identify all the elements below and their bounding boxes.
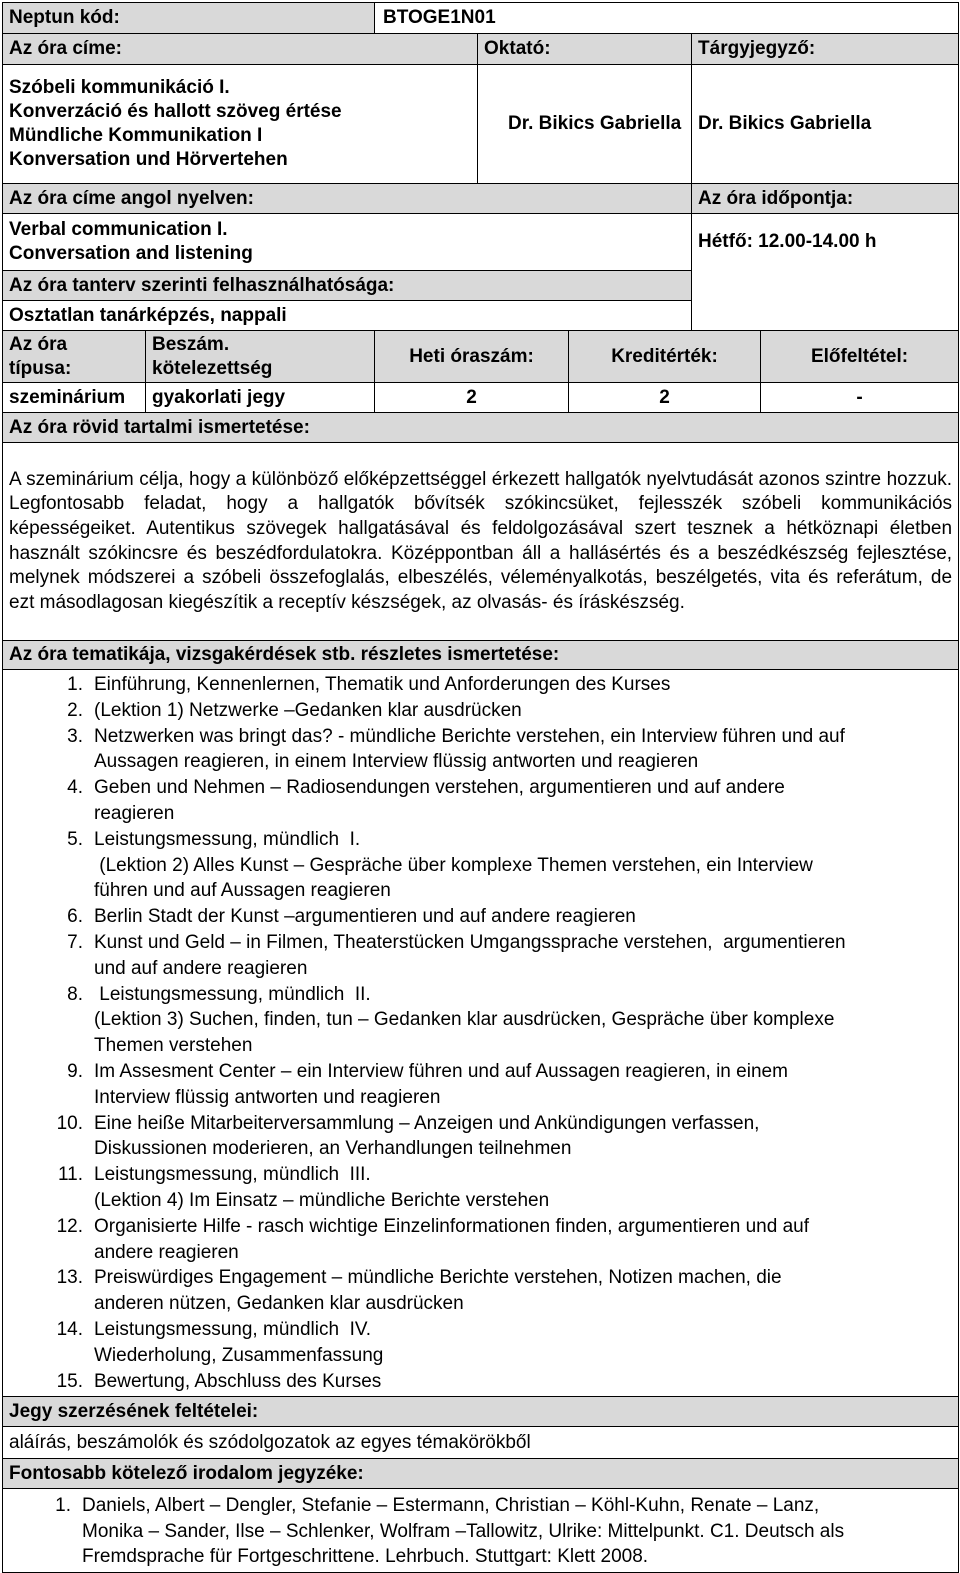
topic-item-text: Aussagen reagieren, in einem Interview flüssig antworten und reagieren (94, 751, 699, 773)
topic-item-text: anderen nützen, Gedanken klar ausdrücken (94, 1293, 464, 1315)
topic-item-text: Berlin Stadt der Kunst –argumentieren und auf andere reagieren (94, 906, 636, 928)
grading-label: Jegy szerzésének feltételei: (3, 1397, 959, 1427)
topic-item-text: Leistungsmessung, mündlich III. (94, 1164, 371, 1186)
topic-item-text: Eine heiße Mitarbeiterversammlung – Anzeigen und Ankündigungen verfassen, (94, 1112, 760, 1134)
syllabus-table (2, 2, 959, 1573)
topic-item-number: 5. (67, 828, 83, 850)
topic-item-number: 7. (67, 931, 83, 953)
english-title-cell (3, 214, 692, 271)
topic-item-text: Im Assesment Center – ein Interview führen und auf Aussagen reagieren, in einem (94, 1060, 788, 1082)
topic-item (9, 1162, 952, 1214)
topic-item-text: führen und auf Aussagen reagieren (94, 880, 391, 902)
topic-item-text: andere reagieren (94, 1241, 239, 1263)
topics-list (9, 672, 952, 1394)
topic-item-text: Preiswürdiges Engagement – mündliche Berichte verstehen, Notizen machen, die (94, 1267, 782, 1289)
topics-cell (3, 670, 959, 1397)
course-type-label-line: típusa: (9, 357, 72, 379)
topic-item-text: Themen verstehen (94, 1035, 253, 1057)
weekly-hours-label: Heti óraszám: (375, 331, 569, 383)
topic-item-text: Netzwerken was bringt das? - mündliche Berichte verstehen, ein Interview führen und auf (94, 725, 845, 747)
credit-value: 2 (569, 383, 761, 413)
time-label: Az óra időpontja: (692, 184, 959, 214)
literature-item-text: Monika – Sander, Ilse – Schlenker, Wolfram –Tallowitz, Ulrike: Mittelpunkt. C1. Deutsch als (82, 1520, 845, 1542)
topic-item (9, 1214, 952, 1266)
english-title-line: Conversation and listening (9, 243, 253, 264)
topic-item-text: Wiederholung, Zusammenfassung (94, 1344, 384, 1366)
literature-cell (3, 1489, 959, 1573)
topic-item-text: Geben und Nehmen – Radiosendungen verstehen, argumentieren und auf andere (94, 777, 785, 799)
assessment-label-line: kötelezettség (152, 357, 273, 379)
topic-item (9, 1059, 952, 1111)
topic-item-number: 11. (57, 1164, 83, 1186)
topic-item (9, 1317, 952, 1369)
usability-value: Osztatlan tanárképzés, nappali (3, 301, 692, 331)
topic-item (9, 1369, 952, 1395)
topic-item-text: Bewertung, Abschluss des Kurses (94, 1370, 382, 1392)
literature-item-text: Fremdsprache für Fortgeschrittene. Lehrbuch. Stuttgart: Klett 2008. (82, 1546, 649, 1568)
course-title-line: Konverzáció és hallott szöveg értése (9, 101, 342, 122)
course-title-line: Konversation und Hörvertehen (9, 149, 288, 170)
topic-item-number: 13. (56, 1267, 83, 1289)
topic-item-number: 3. (67, 725, 83, 747)
english-title-line: Verbal communication I. (9, 219, 228, 240)
instructor-label: Oktató: (478, 34, 692, 65)
course-title-line: Mündliche Kommunikation I (9, 125, 263, 146)
assessment-value: gyakorlati jegy (146, 383, 375, 413)
topic-item-text: Organisierte Hilfe - rasch wichtige Einzelinformationen finden, argumentieren und auf (94, 1215, 809, 1237)
topic-item-text: Kunst und Geld – in Filmen, Theaterstücken Umgangssprache verstehen, argumentieren (94, 931, 846, 953)
assessment-label-line: Beszám. (152, 333, 230, 355)
usability-label: Az óra tanterv szerinti felhasználhatósága: (3, 271, 692, 301)
course-title-cell (3, 65, 478, 184)
topic-item-text: Diskussionen moderieren, an Verhandlungen teilnehmen (94, 1138, 572, 1160)
course-type-label-line: Az óra (9, 333, 68, 355)
instructor-name: Dr. Bikics Gabriella (478, 65, 692, 184)
topic-item-number: 12. (56, 1215, 83, 1237)
topic-item (9, 930, 952, 982)
responsible-name: Dr. Bikics Gabriella (692, 65, 959, 184)
course-type-value: szeminárium (3, 383, 146, 413)
topic-item (9, 1111, 952, 1163)
literature-label: Fontosabb kötelező irodalom jegyzéke: (3, 1459, 959, 1489)
topic-item (9, 982, 952, 1059)
literature-list (9, 1493, 952, 1570)
topic-item-text: Leistungsmessung, mündlich IV. (94, 1318, 372, 1340)
topic-item-text: und auf andere reagieren (94, 957, 308, 979)
topic-item (9, 698, 952, 724)
topic-item-text: Leistungsmessung, mündlich I. (94, 828, 361, 850)
topic-item (9, 904, 952, 930)
course-title-label: Az óra címe: (3, 34, 478, 65)
credit-label: Kreditérték: (569, 331, 761, 383)
topic-item-number: 4. (67, 777, 83, 799)
topic-item-number: 1. (67, 674, 83, 695)
summary-label: Az óra rövid tartalmi ismertetése: (3, 413, 959, 443)
course-type-label (3, 331, 146, 383)
summary-text: A szeminárium célja, hogy a különböző előképzettséggel érkezett hallgatók nyelvtudását azonos szintre hozzuk. Legfontosabb feladat, hogy a hallgatók bővítsék szókincsüket, fejlesszék szóbeli kommunikációs képességeiket. Autentikus szövegek hallgatásával és feldolgozásával szert tesznek a hétköznapi életben használt szókincsre és beszédfordulatokra. Középpontban áll a hallásértés és a beszédkészség fejlesztése, melynek módszerei a szóbeli összefoglalás, elbeszélés, véleményalkotás, beszélgetés, vita és referátum, de ezt másodlagosan kiegészítik a receptív készségek, az olvasás- és íráskészség. (3, 443, 959, 641)
topic-item-number: 6. (67, 906, 83, 928)
topic-item-text: reagieren (94, 802, 175, 824)
topic-item-text: Interview flüssig antworten und reagieren (94, 1086, 441, 1108)
course-title-line: Szóbeli kommunikáció I. (9, 77, 230, 98)
neptun-code-value: BTOGE1N01 (375, 3, 959, 34)
topic-item (9, 827, 952, 904)
topic-item (9, 775, 952, 827)
assessment-label (146, 331, 375, 383)
topic-item-text: Leistungsmessung, mündlich II. (94, 983, 371, 1005)
time-value: Hétfő: 12.00-14.00 h (692, 214, 959, 331)
topic-item-number: 14. (56, 1318, 83, 1340)
literature-item (9, 1493, 952, 1570)
topic-item-text: (Lektion 2) Alles Kunst – Gespräche über komplexe Themen verstehen, ein Interview (94, 854, 813, 876)
topic-item-text: (Lektion 1) Netzwerke –Gedanken klar ausdrücken (94, 699, 522, 721)
topic-item-text: (Lektion 4) Im Einsatz – mündliche Berichte verstehen (94, 1189, 550, 1211)
topic-item (9, 724, 952, 776)
topic-item-number: 2. (67, 699, 83, 721)
topic-item (9, 672, 952, 698)
topic-item-number: 8. (67, 983, 83, 1005)
literature-item-text: Daniels, Albert – Dengler, Stefanie – Estermann, Christian – Köhl-Kuhn, Renate – Lanz, (82, 1495, 820, 1517)
topics-label: Az óra tematikája, vizsgakérdések stb. részletes ismertetése: (3, 641, 959, 670)
literature-item-number: 1. (55, 1495, 71, 1517)
neptun-code-label: Neptun kód: (3, 3, 375, 34)
prerequisite-value: - (761, 383, 959, 413)
topic-item-text: (Lektion 3) Suchen, finden, tun – Gedanken klar ausdrücken, Gespräche über komplexe (94, 1009, 835, 1031)
topic-item (9, 1265, 952, 1317)
topic-item-number: 9. (67, 1060, 83, 1082)
grading-value: aláírás, beszámolók és szódolgozatok az egyes témakörökből (3, 1427, 959, 1459)
topic-item-number: 15. (56, 1370, 83, 1392)
prerequisite-label: Előfeltétel: (761, 331, 959, 383)
weekly-hours-value: 2 (375, 383, 569, 413)
english-title-label: Az óra címe angol nyelven: (3, 184, 692, 214)
responsible-label: Tárgyjegyző: (692, 34, 959, 65)
topic-item-text: Einführung, Kennenlernen, Thematik und Anforderungen des Kurses (94, 674, 671, 695)
topic-item-number: 10. (56, 1112, 83, 1134)
